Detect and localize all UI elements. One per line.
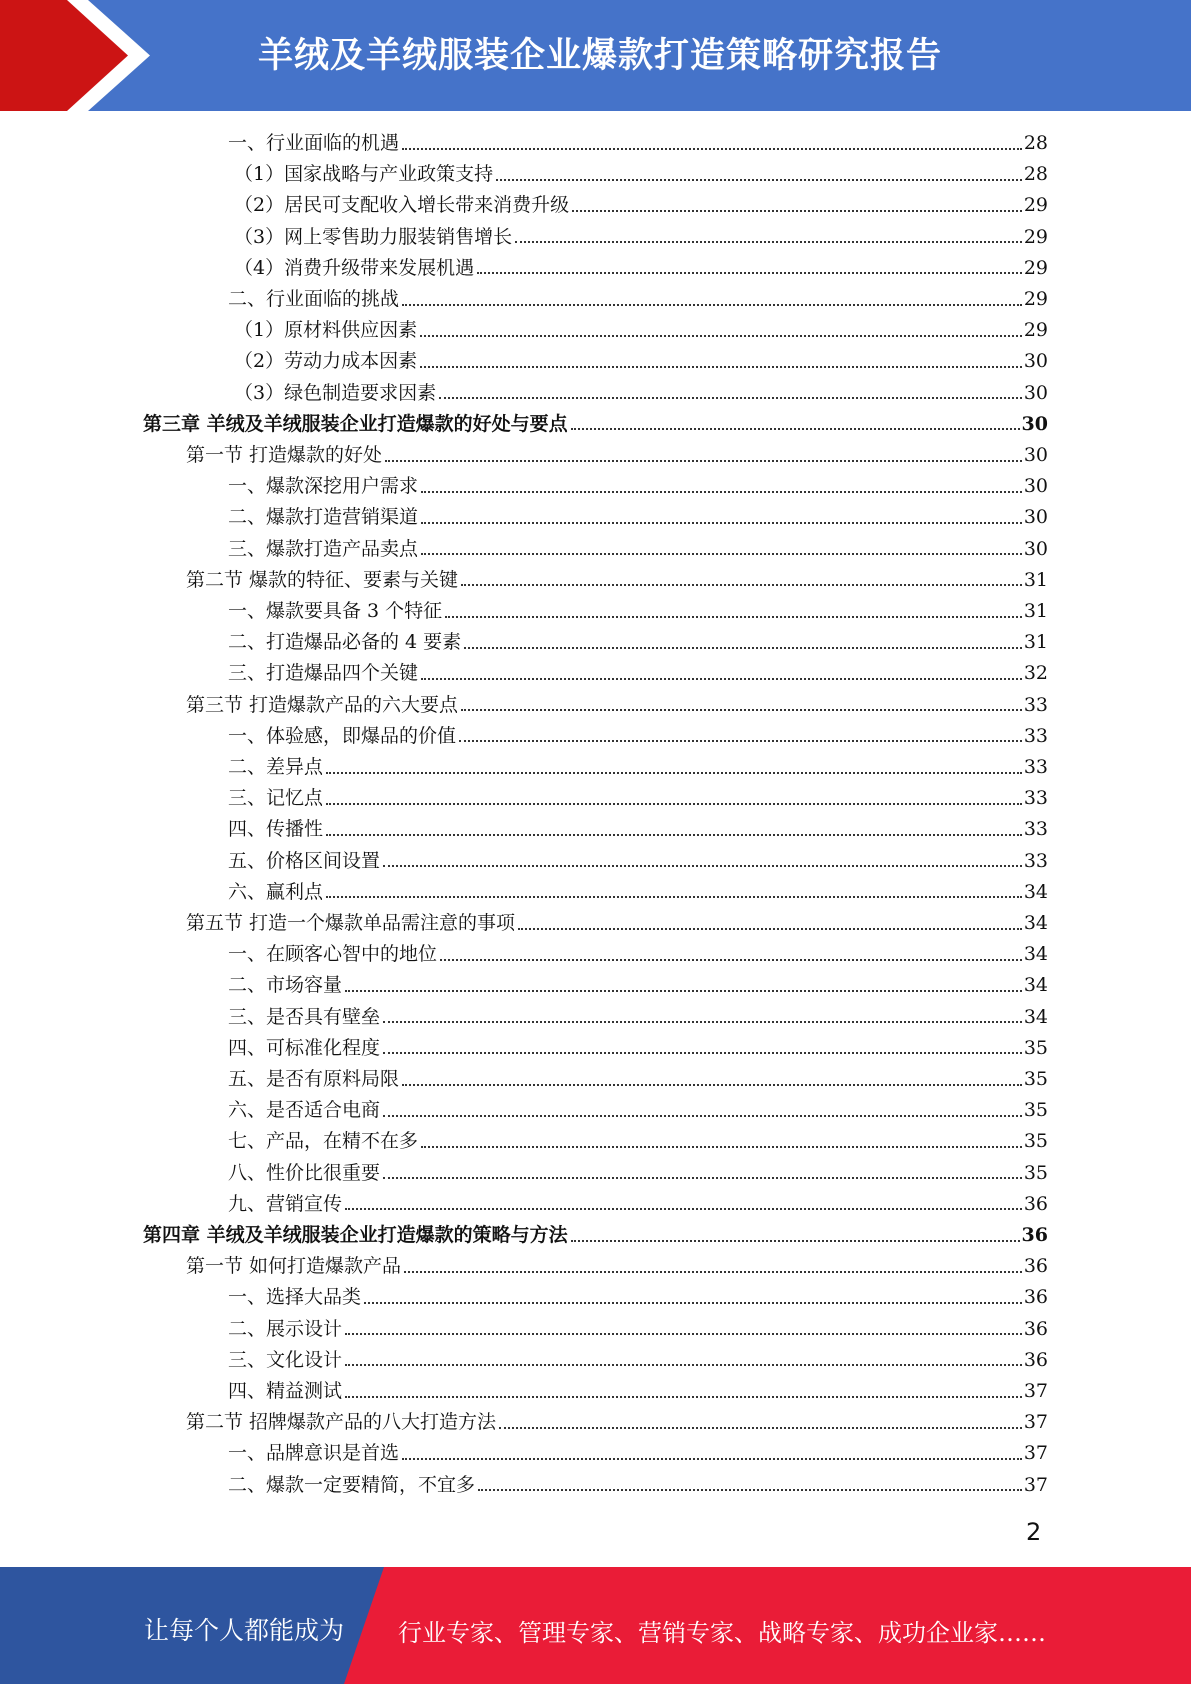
toc-entry-label: （1）国家战略与产业政策支持 <box>234 163 494 186</box>
toc-entry-page: 34 <box>1023 880 1048 903</box>
toc-section-entry[interactable] <box>186 440 1048 471</box>
toc-dot-leader <box>402 148 1022 150</box>
toc-entry-label: 八、性价比很重要 <box>228 1161 381 1184</box>
toc-dot-leader <box>461 709 1022 711</box>
toc-dot-leader <box>518 928 1022 930</box>
toc-entry[interactable] <box>228 970 1048 1001</box>
toc-dot-leader <box>402 1084 1022 1086</box>
toc-entry-label: 二、差异点 <box>228 756 324 778</box>
toc-entry-label: 四、可标准化程度 <box>228 1036 381 1059</box>
toc-entry-label: （3）网上零售助力服装销售增长 <box>234 225 513 248</box>
toc-dot-leader <box>383 1052 1022 1054</box>
toc-entry-label: 三、文化设计 <box>228 1348 343 1371</box>
toc-entry-page: 30 <box>1021 412 1048 435</box>
toc-dot-leader <box>571 1240 1020 1242</box>
toc-dot-leader <box>383 1177 1022 1179</box>
toc-entry[interactable] <box>228 1438 1048 1469</box>
toc-dot-leader <box>326 834 1022 836</box>
toc-entry-page: 36 <box>1021 1224 1048 1246</box>
toc-entry-label: （3）绿色制造要求因素 <box>234 381 437 404</box>
toc-entry-page: 33 <box>1023 724 1048 747</box>
toc-section-entry[interactable] <box>186 1251 1048 1282</box>
toc-entry-page: 28 <box>1023 163 1048 186</box>
toc-entry-label: 六、是否适合电商 <box>228 1099 381 1122</box>
toc-dot-leader <box>421 1146 1022 1148</box>
toc-entry-label: 三、打造爆品四个关键 <box>228 662 419 685</box>
toc-entry-page: 34 <box>1023 1005 1048 1028</box>
toc-entry[interactable] <box>228 1064 1048 1095</box>
toc-entry-page: 30 <box>1023 381 1048 404</box>
toc-entry-page: 31 <box>1023 568 1048 591</box>
toc-dot-leader <box>326 803 1022 805</box>
toc-entry-label: 一、行业面临的机遇 <box>228 132 400 154</box>
toc-entry[interactable] <box>228 284 1048 315</box>
toc-dot-leader <box>571 428 1020 430</box>
toc-dot-leader <box>383 865 1022 867</box>
toc-entry-page: 31 <box>1023 600 1048 622</box>
toc-section-entry[interactable] <box>186 565 1048 596</box>
toc-dot-leader <box>364 1302 1022 1304</box>
toc-entry-label: 一、爆款要具备 3 个特征 <box>228 600 443 622</box>
toc-entry-page: 33 <box>1023 787 1048 810</box>
toc-entry-page: 29 <box>1023 225 1048 248</box>
toc-dot-leader <box>345 1333 1022 1335</box>
toc-entry-label: 一、爆款深挖用户需求 <box>228 475 419 498</box>
toc-section-entry[interactable] <box>186 908 1048 939</box>
toc-entry[interactable] <box>228 1376 1048 1407</box>
toc-entry-page: 36 <box>1023 1348 1048 1371</box>
toc-dot-leader <box>572 210 1022 212</box>
toc-entry[interactable] <box>234 253 1048 284</box>
toc-dot-leader <box>383 1115 1022 1117</box>
toc-entry-page: 36 <box>1023 1286 1048 1309</box>
toc-entry[interactable] <box>228 596 1048 627</box>
page-number: 2 <box>1026 1518 1042 1546</box>
toc-entry-label: 一、在顾客心智中的地位 <box>228 943 438 966</box>
toc-entry-label: 三、记忆点 <box>228 787 324 810</box>
toc-entry-label: 二、市场容量 <box>228 974 343 997</box>
toc-entry-label: 第三节 打造爆款产品的六大要点 <box>186 693 459 716</box>
footer-slogan-roles: 行业专家、管理专家、营销专家、战略专家、成功企业家…… <box>398 1619 1046 1647</box>
toc-entry-page: 33 <box>1023 849 1048 872</box>
toc-entry-label: （2）居民可支配收入增长带来消费升级 <box>234 194 570 217</box>
toc-entry[interactable] <box>228 1470 1048 1501</box>
footer-slogan-lead: 让每个人都能成为 <box>144 1616 345 1645</box>
toc-entry[interactable] <box>234 190 1048 221</box>
toc-dot-leader <box>326 772 1022 774</box>
toc-entry-label: 一、选择大品类 <box>228 1286 362 1309</box>
toc-dot-leader <box>402 1458 1022 1460</box>
toc-entry[interactable] <box>228 1189 1048 1220</box>
toc-entry-page: 37 <box>1023 1442 1048 1465</box>
toc-entry-page: 30 <box>1023 444 1048 466</box>
toc-entry[interactable] <box>228 128 1048 159</box>
toc-dot-leader <box>345 990 1022 992</box>
toc-entry-page: 37 <box>1023 1473 1048 1496</box>
toc-entry[interactable] <box>228 471 1048 502</box>
toc-entry[interactable] <box>228 1158 1048 1189</box>
toc-entry[interactable] <box>228 783 1048 814</box>
toc-entry-label: 第二节 招牌爆款产品的八大打造方法 <box>186 1411 497 1434</box>
toc-dot-leader <box>404 1271 1022 1273</box>
header-banner <box>0 0 1191 111</box>
toc-entry-label: 第二节 爆款的特征、要素与关键 <box>186 568 459 591</box>
toc-dot-leader <box>478 1489 1022 1491</box>
toc-entry[interactable] <box>234 315 1048 346</box>
toc-entry-page: 32 <box>1023 662 1048 685</box>
toc-entry-page: 29 <box>1023 319 1048 342</box>
toc-entry-page: 33 <box>1023 693 1048 716</box>
toc-entry-page: 33 <box>1023 756 1048 778</box>
toc-entry-page: 31 <box>1023 631 1048 654</box>
toc-dot-leader <box>402 304 1022 306</box>
toc-entry[interactable] <box>228 1095 1048 1126</box>
toc-entry-label: 六、赢利点 <box>228 880 324 903</box>
toc-entry[interactable] <box>228 1033 1048 1064</box>
toc-dot-leader <box>421 553 1022 555</box>
toc-dot-leader <box>515 241 1022 243</box>
toc-entry[interactable] <box>228 1314 1048 1345</box>
toc-entry[interactable] <box>228 502 1048 533</box>
footer-banner <box>0 1567 1191 1684</box>
toc-dot-leader <box>383 1021 1022 1023</box>
toc-entry-page: 28 <box>1023 132 1048 154</box>
toc-entry[interactable] <box>228 814 1048 845</box>
toc-entry-page: 34 <box>1023 974 1048 997</box>
toc-entry[interactable] <box>228 846 1048 877</box>
toc-dot-leader <box>421 522 1022 524</box>
toc-entry-label: （1）原材料供应因素 <box>234 319 418 342</box>
toc-entry-page: 37 <box>1023 1380 1048 1402</box>
toc-entry-label: 五、价格区间设置 <box>228 849 381 872</box>
toc-entry-label: （2）劳动力成本因素 <box>234 350 418 373</box>
toc-dot-leader <box>421 678 1022 680</box>
toc-entry-page: 36 <box>1023 1192 1048 1215</box>
toc-dot-leader <box>420 366 1022 368</box>
toc-entry[interactable] <box>228 877 1048 908</box>
toc-dot-leader <box>440 959 1022 961</box>
toc-entry-page: 35 <box>1023 1068 1048 1090</box>
toc-entry[interactable] <box>228 1282 1048 1313</box>
toc-section-entry[interactable] <box>186 1407 1048 1438</box>
toc-entry-label: （4）消费升级带来发展机遇 <box>234 256 475 279</box>
toc-entry-page: 29 <box>1023 194 1048 217</box>
toc-entry[interactable] <box>228 658 1048 689</box>
toc-entry-page: 34 <box>1023 912 1048 934</box>
toc-dot-leader <box>385 460 1022 462</box>
toc-entry[interactable] <box>228 1002 1048 1033</box>
toc-entry[interactable] <box>234 378 1048 409</box>
toc-entry[interactable] <box>234 346 1048 377</box>
toc-section-entry[interactable] <box>186 690 1048 721</box>
toc-dot-leader <box>496 179 1022 181</box>
toc-dot-leader <box>421 491 1022 493</box>
toc-entry-label: 五、是否有原料局限 <box>228 1068 400 1090</box>
toc-chapter-entry[interactable] <box>143 1220 1048 1251</box>
toc-entry-page: 35 <box>1023 1036 1048 1059</box>
toc-dot-leader <box>345 1396 1022 1398</box>
toc-entry-label: 第一节 打造爆款的好处 <box>186 444 383 466</box>
toc-entry-label: 九、营销宣传 <box>228 1192 343 1215</box>
toc-entry[interactable] <box>228 1126 1048 1157</box>
toc-entry-label: 第五节 打造一个爆款单品需注意的事项 <box>186 912 516 934</box>
toc-entry-label: 二、打造爆品必备的 4 要素 <box>228 631 462 654</box>
toc-dot-leader <box>464 647 1022 649</box>
toc-entry-page: 29 <box>1023 256 1048 279</box>
toc-entry-label: 第一节 如何打造爆款产品 <box>186 1255 402 1278</box>
toc-dot-leader <box>345 1364 1022 1366</box>
toc-entry-page: 30 <box>1023 537 1048 560</box>
toc-dot-leader <box>420 335 1022 337</box>
toc-entry[interactable] <box>228 939 1048 970</box>
toc-entry-page: 29 <box>1023 288 1048 310</box>
toc-entry-page: 35 <box>1023 1130 1048 1153</box>
toc-dot-leader <box>499 1427 1022 1429</box>
toc-entry[interactable] <box>234 222 1048 253</box>
toc-entry-label: 四、精益测试 <box>228 1380 343 1402</box>
toc-entry-label: 三、是否具有壁垒 <box>228 1005 381 1028</box>
toc-entry-page: 30 <box>1023 475 1048 498</box>
toc-dot-leader <box>439 397 1022 399</box>
toc-entry-label: 第四章 羊绒及羊绒服装企业打造爆款的策略与方法 <box>143 1224 568 1246</box>
toc-entry[interactable] <box>228 1345 1048 1376</box>
toc-entry[interactable] <box>228 721 1048 752</box>
toc-entry[interactable] <box>228 627 1048 658</box>
toc-entry-page: 35 <box>1023 1161 1048 1184</box>
toc-entry-label: 二、爆款一定要精简，不宜多 <box>228 1473 476 1496</box>
toc-entry-label: 二、爆款打造营销渠道 <box>228 506 419 529</box>
toc-dot-leader <box>459 740 1022 742</box>
toc-dot-leader <box>326 896 1022 898</box>
toc-chapter-entry[interactable] <box>143 409 1048 440</box>
toc-entry-label: 一、品牌意识是首选 <box>228 1442 400 1465</box>
toc-entry-page: 36 <box>1023 1255 1048 1278</box>
toc-entry[interactable] <box>228 534 1048 565</box>
toc-dot-leader <box>461 584 1022 586</box>
toc-entry-label: 一、体验感，即爆品的价值 <box>228 724 457 747</box>
toc-entry-label: 第三章 羊绒及羊绒服装企业打造爆款的好处与要点 <box>143 412 568 435</box>
toc-entry-label: 七、产品，在精不在多 <box>228 1130 419 1153</box>
toc-entry[interactable] <box>228 752 1048 783</box>
toc-entry-label: 三、爆款打造产品卖点 <box>228 537 419 560</box>
toc-dot-leader <box>477 272 1022 274</box>
toc-entry-label: 四、传播性 <box>228 818 324 841</box>
toc-entry-page: 36 <box>1023 1317 1048 1340</box>
toc-dot-leader <box>345 1208 1022 1210</box>
toc-entry-page: 33 <box>1023 818 1048 841</box>
toc-entry-label: 二、展示设计 <box>228 1317 343 1340</box>
toc-entry-page: 30 <box>1023 350 1048 373</box>
toc-dot-leader <box>445 616 1022 618</box>
toc-entry[interactable] <box>234 159 1048 190</box>
toc-entry-label: 二、行业面临的挑战 <box>228 288 400 310</box>
report-title: 羊绒及羊绒服装企业爆款打造策略研究报告 <box>258 36 943 76</box>
toc-entry-page: 37 <box>1023 1411 1048 1434</box>
toc-entry-page: 34 <box>1023 943 1048 966</box>
toc-entry-page: 35 <box>1023 1099 1048 1122</box>
toc-entry-page: 30 <box>1023 506 1048 529</box>
